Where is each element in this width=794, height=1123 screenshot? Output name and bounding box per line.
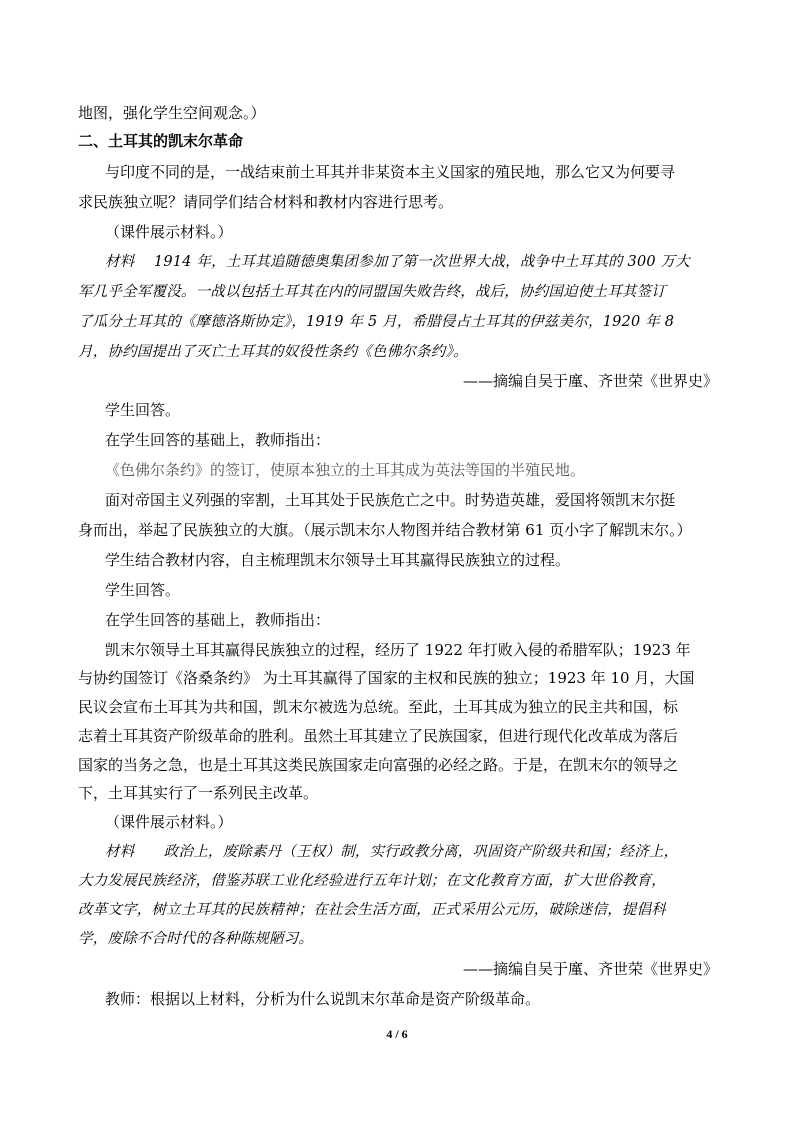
page-number: 4 / 6 <box>386 1027 408 1041</box>
text-line: （课件展示材料。） <box>105 813 233 831</box>
text-line: 与印度不同的是，一战结束前土耳其并非某资本主义国家的殖民地，那么它又为何要寻 <box>105 163 676 181</box>
text-line: 在学生回答的基础上，教师指出： <box>105 431 331 449</box>
source-citation: ——摘编自吴于廑、齐世荣《世界史》 <box>462 960 718 978</box>
material-1-line: 材料 1914 年，土耳其追随德奥集团参加了第一次世界大战，战争中土耳其的 300 万大 <box>105 254 691 270</box>
text-line: 民议会宣布土耳其为共和国，凯末尔被选为总统。至此，土耳其成为独立的民主共和国，标 <box>78 698 679 716</box>
material-2-line: 大力发展民族经济，借鉴苏联工业化经验进行五年计划；在文化教育方面，扩大世俗教育， <box>78 873 666 889</box>
text-line: 身而出，举起了民族独立的大旗。（展示凯末尔人物图并结合教材第 61 页小字了解凯末尔。） <box>78 521 692 539</box>
text-line: 在学生回答的基础上，教师指出： <box>105 611 331 629</box>
material-2-line: 学，废除不合时代的各种陈规陋习。 <box>78 931 314 947</box>
material-2-line: 材料 政治上，废除素丹（王权）制，实行政教分离，巩固资产阶级共和国；经济上， <box>105 844 679 860</box>
source-citation: ——摘编自吴于廑、齐世荣《世界史》 <box>462 372 718 390</box>
text-line: 学生结合教材内容，自主梳理凯末尔领导土耳其赢得民族独立的过程。 <box>105 551 571 569</box>
material-2-line: 改革文字，树立土耳其的民族精神；在社会生活方面，正式采用公元历，破除迷信，提倡科 <box>78 902 666 918</box>
text-line: 凯末尔领导土耳其赢得民族独立的过程，经历了 1922 年打败入侵的希腊军队；1923 年 <box>105 641 691 659</box>
material-1-line: 了瓜分土耳其的《摩德洛斯协定》，1919 年 5 月，希腊侵占土耳其的伊兹美尔，1920 年 8 <box>78 314 675 330</box>
material-1-line: 月，协约国提出了灭亡土耳其的奴役性条约《色佛尔条约》。 <box>78 344 468 360</box>
section-heading: 二、土耳其的凯末尔革命 <box>78 132 244 150</box>
text-line: 《色佛尔条约》的签订，使原本独立的土耳其成为英法等国的半殖民地。 <box>105 461 586 479</box>
text-line: 学生回答。 <box>105 401 181 419</box>
text-line: 国家的当务之急，也是土耳其这类民族国家走向富强的必经之路。于是，在凯末尔的领导之 <box>78 756 679 774</box>
material-1-line: 军几乎全军覆没。一战以包括土耳其在内的同盟国失败告终，战后，协约国迫使土耳其签订 <box>78 284 666 300</box>
text-line: 地图，强化学生空间观念。） <box>78 104 266 122</box>
text-line: 下，土耳其实行了一系列民主改革。 <box>78 784 319 802</box>
text-line: 与协约国签订《洛桑条约》 为土耳其赢得了国家的主权和民族的独立；1923 年 10 月，大国 <box>78 669 695 687</box>
text-line: 学生回答。 <box>105 581 181 599</box>
text-line: 求民族独立呢？请同学们结合材料和教材内容进行思考。 <box>78 193 454 211</box>
text-line: 面对帝国主义列强的宰割，土耳其处于民族危亡之中。时势造英雄，爱国将领凯末尔挺 <box>105 491 676 509</box>
text-line: 志着土耳其资产阶级革命的胜利。虽然土耳其建立了民族国家，但进行现代化改革成为落后 <box>78 727 679 745</box>
text-line: 教师：根据以上材料，分析为什么说凯末尔革命是资产阶级革命。 <box>105 990 541 1008</box>
text-line: （课件展示材料。） <box>105 223 233 241</box>
